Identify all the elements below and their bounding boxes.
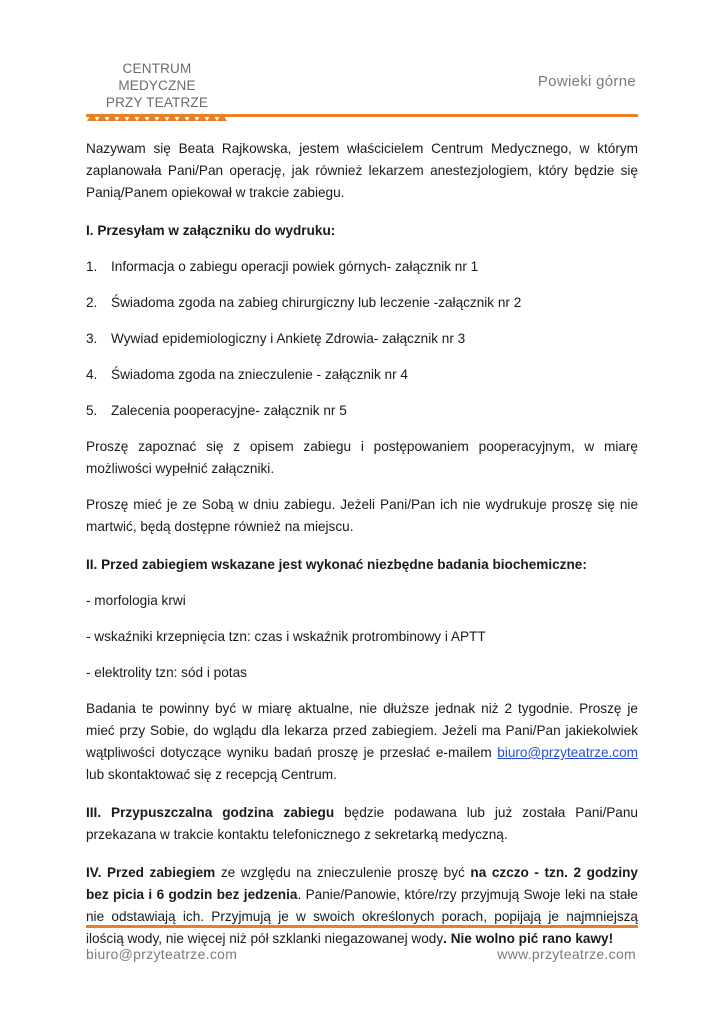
logo-line1: CENTRUM MEDYCZNE — [118, 61, 196, 93]
section2-paragraph — [86, 698, 638, 786]
list-item: - morfologia krwi — [86, 593, 186, 608]
section2-text: Badania te powinny być w miarę aktualne, nie dłuższe jednak niż 2 tygodnie. Proszę je mieć przy Sobie, do wglądu dla lekarza przed zabiegiem. Jeżeli ma Pani/Pan jakiekolwiek wątpliwości dotyczące wyniku badań proszę je przesłać e-mailem — [86, 701, 638, 760]
list-number: 3. — [86, 331, 98, 346]
section1-paragraph: Proszę zapoznać się z opisem zabiegu i postępowaniem pooperacyjnym, w miarę możliwości wypełnić załączniki. — [86, 439, 638, 476]
footer-website: www.przyteatrze.com — [497, 946, 636, 962]
list-number: 2. — [86, 295, 98, 310]
list-item: - elektrolity tzn: sód i potas — [86, 665, 247, 680]
section1-paragraph: Proszę mieć je ze Sobą w dniu zabiegu. Jeżeli Pani/Pan ich nie wydrukuje proszę się nie martwić, będą dostępne również na miejscu. — [86, 497, 638, 534]
list-text: Świadoma zgoda na zabieg chirurgiczny lub leczenie -załącznik nr 2 — [111, 295, 522, 310]
section2-heading: II. Przed zabiegiem wskazane jest wykonać niezbędne badania biochemiczne: — [86, 557, 587, 572]
list-item — [86, 400, 638, 422]
intro-paragraph: Nazywam się Beata Rajkowska, jestem właścicielem Centrum Medycznego, w którym zaplanowała Pani/Pan operację, jak również lekarzem anestezjologiem, który będzie się Panią/Panem opiekował w trakcie zabiegu. — [86, 141, 638, 200]
list-item: - wskaźniki krzepnięcia tzn: czas i wskaźnik protrombinowy i APTT — [86, 629, 486, 644]
header-divider — [86, 114, 638, 117]
list-item — [86, 328, 638, 350]
logo-line2: PRZY TEATRZE — [105, 95, 209, 110]
list-text: Zalecenia pooperacyjne- załącznik nr 5 — [111, 403, 347, 418]
list-number: 4. — [86, 367, 98, 382]
section4-text1: ze względu na znieczulenie proszę być — [215, 865, 471, 880]
section3-paragraph — [86, 802, 638, 846]
list-item — [86, 292, 638, 314]
list-item — [86, 364, 638, 386]
section4-text2: . Panie/Panowie, które/rzy przyjmują Swoje leki na stałe nie odstawiają ich. Przyjmują je w swoich określonych porach, popijają je najmniejszą ilością wody, nie więcej niż pół szklanki niegazowanej wody — [86, 887, 638, 946]
list-number: 1. — [86, 259, 98, 274]
section4-bold3: . Nie wolno pić rano kawy! — [443, 931, 614, 946]
section4-bold1: IV. Przed zabiegiem — [86, 865, 216, 880]
email-link[interactable]: biuro@przyteatrze.com — [497, 745, 638, 760]
list-text: Informacja o zabiegu operacji powiek górnych- załącznik nr 1 — [111, 259, 479, 274]
section3-text: będzie podawana lub już została Pani/Panu przekazana w trakcie kontaktu telefonicznego z sekretarką medyczną. — [86, 805, 638, 842]
document-body — [86, 138, 638, 950]
footer-divider — [86, 925, 638, 928]
page-title: Powieki górne — [537, 73, 636, 90]
section1-heading: I. Przesyłam w załączniku do wydruku: — [86, 223, 336, 238]
list-number: 5. — [86, 403, 98, 418]
section2-text-tail: lub skontaktować się z recepcją Centrum. — [86, 767, 337, 782]
list-text: Wywiad epidemiologiczny i Ankietę Zdrowia- załącznik nr 3 — [111, 331, 466, 346]
section4-bold2: na czczo - tzn. 2 godziny bez picia i 6 godzin bez jedzenia — [86, 865, 638, 902]
section4-paragraph — [86, 862, 638, 950]
footer-email: biuro@przyteatrze.com — [86, 946, 238, 962]
list-text: Świadoma zgoda na znieczulenie - załącznik nr 4 — [111, 367, 408, 382]
section3-bold: III. Przypuszczalna godzina zabiegu — [86, 805, 335, 820]
logo — [86, 60, 228, 121]
list-item — [86, 256, 638, 278]
